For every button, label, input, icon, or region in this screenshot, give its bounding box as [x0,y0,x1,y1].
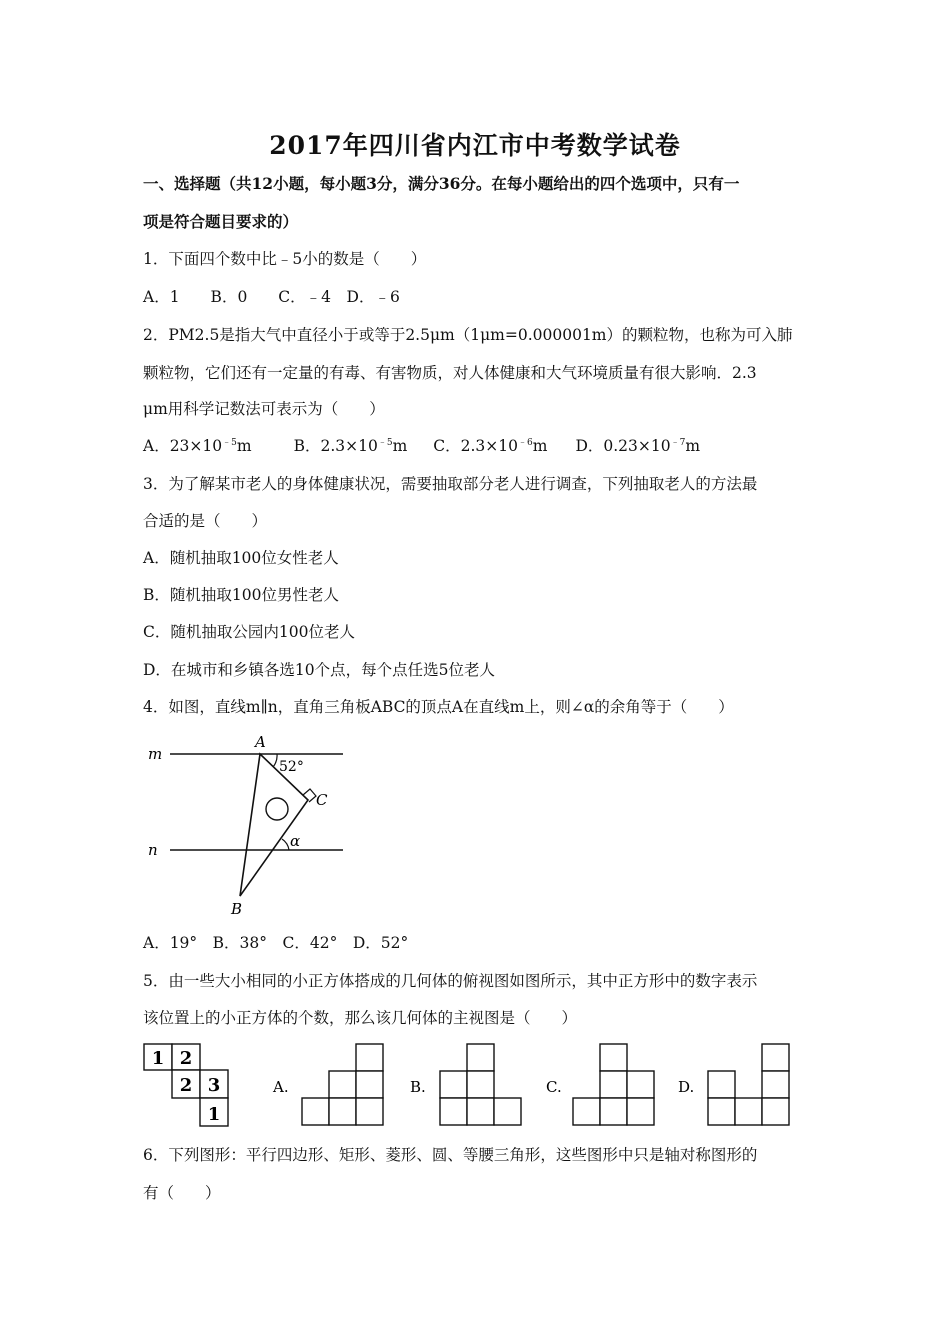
q2-option-b: B．$2.3\times 10^{﹣5}m$ [293,437,408,455]
q4-stem: 4．如图，直线m∥n，直角三角板ABC的顶点A在直线m上，则∠α的余角等于（ ） [143,698,734,716]
section-heading-line1: 一、选择题（共12小题，每小题3分，满分36分。在每小题给出的四个选项中，只有一 [143,174,740,193]
page-title: 2017年四川省内江市中考数学试卷 [269,131,681,160]
q2-line2: 颗粒物，它们还有一定量的有毒、有害物质，对人体健康和大气环境质量有很大影响．2.3 [143,364,757,382]
q5-label-d: D. [678,1078,695,1096]
topview-cell-3: 2 [179,1075,193,1096]
q2-option-c: C．$2.3\times 10^{﹣6}m$ [433,437,548,455]
q2-line1: 2．PM2.5是指大气中直径小于或等于2.5μm（1μm=0.000001m）的颗粒物，也称为可入肺 [143,326,793,344]
q5-label-c: C. [546,1078,562,1096]
q6-line2: 有（ ） [143,1184,221,1202]
label-m: m [148,745,163,763]
q4-options: A．19° B．38° C．42° D．52° [143,934,409,952]
q3-option-b: B．随机抽取100位男性老人 [143,586,339,604]
q3-option-c: C．随机抽取公园内100位老人 [143,623,355,641]
q5-option-b-view [440,1044,521,1125]
triangle-abc [240,754,308,896]
q4-triangle-figure [140,730,355,920]
q5-figures [140,1040,665,1132]
q1-stem: 1．下面四个数中比﹣5小的数是（ ） [143,250,427,268]
q5-figure-d [670,1040,800,1132]
q5-option-d-view [708,1044,789,1125]
q2-options [143,436,700,456]
label-alpha: α [290,832,301,850]
q3-option-d: D．在城市和乡镇各选10个点，每个点任选5位老人 [143,661,496,679]
label-c: C [316,791,328,809]
angle-alpha-arc [282,839,289,850]
section-heading-line2: 项是符合题目要求的） [143,212,299,231]
q3-line1: 3．为了解某市老人的身体健康状况，需要抽取部分老人进行调查，下列抽取老人的方法最 [143,475,758,493]
q1-options: A．1 B．0 C．﹣4 D．﹣6 [143,288,400,306]
q5-label-a: A. [273,1078,289,1096]
topview-cell-4: 3 [207,1075,221,1096]
q5-option-c-view [573,1044,654,1125]
topview-cell-5: 1 [207,1104,221,1125]
label-n: n [148,841,158,859]
topview-cell-2: 2 [179,1048,193,1069]
label-angle-52: 52° [279,759,304,775]
q3-option-a: A．随机抽取100位女性老人 [143,549,339,567]
label-a: A [255,733,266,751]
q5-top-view [144,1044,228,1126]
hole-circle [266,798,288,820]
q6-line1: 6．下列图形：平行四边形、矩形、菱形、圆、等腰三角形，这些图形中只是轴对称图形的 [143,1146,758,1164]
q3-line2: 合适的是（ ） [143,512,268,530]
q2-line3: μm用科学记数法可表示为（ ） [143,400,385,418]
angle-52-arc [273,754,277,767]
q5-line1: 5．由一些大小相同的小正方体搭成的几何体的俯视图如图所示，其中正方形中的数字表示 [143,972,758,990]
label-b: B [231,900,243,918]
q2-option-a: A．$23\times 10^{﹣5}m$ [143,437,252,455]
q2-option-d: D．$0.23\times 10^{﹣7}m$ [575,437,701,455]
right-angle-mark [303,789,316,802]
topview-cell-1: 1 [151,1048,165,1069]
q5-line2: 该位置上的小正方体的个数，那么该几何体的主视图是（ ） [143,1009,578,1027]
q5-option-a-view [302,1044,383,1125]
q5-label-b: B. [410,1078,426,1096]
